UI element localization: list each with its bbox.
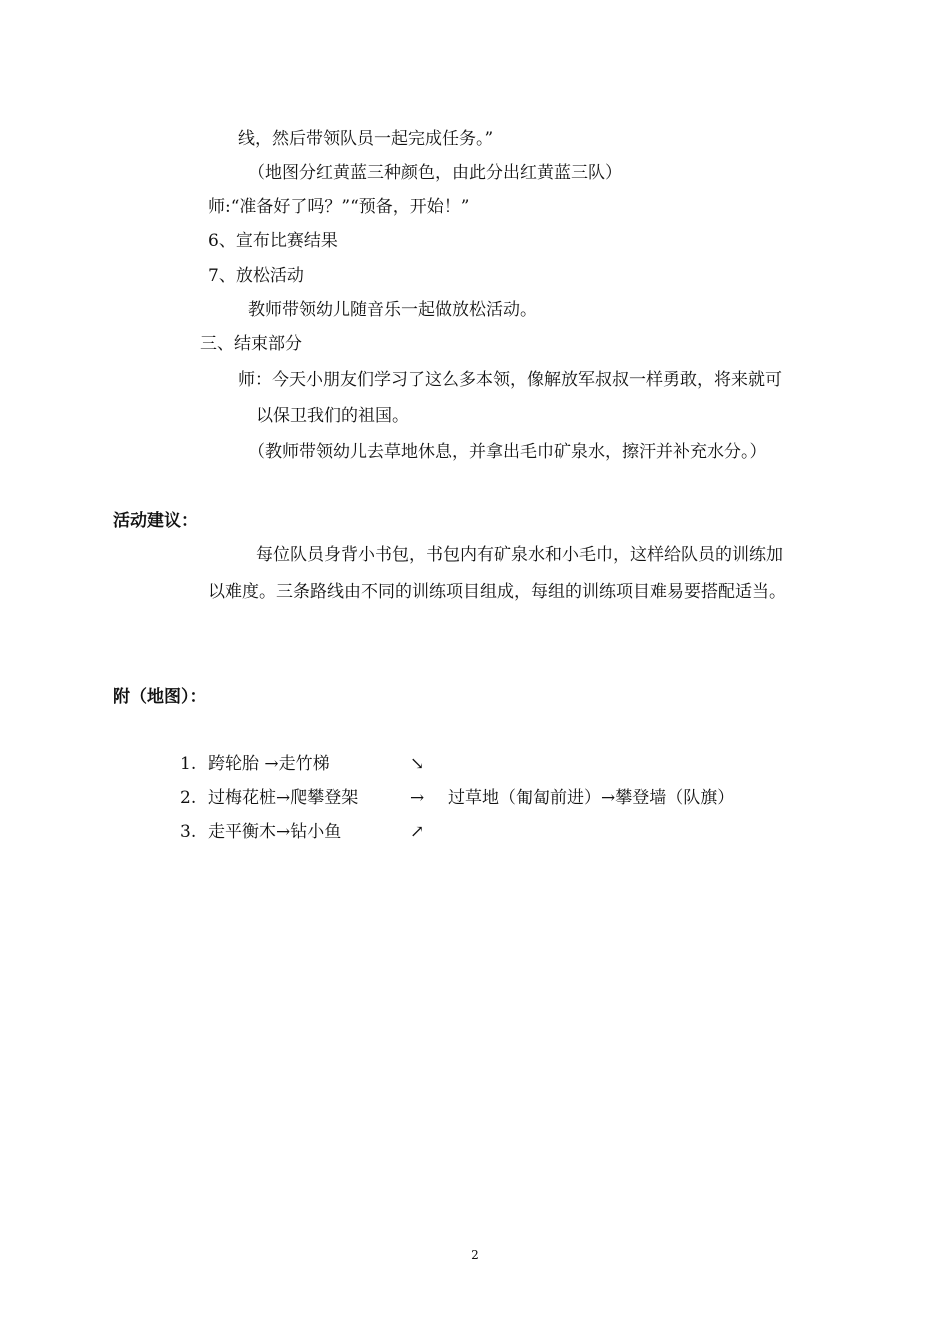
section-heading-end: 三、结束部分 [200,334,302,354]
body-line-2: （地图分红黄蓝三种颜色，由此分出红黄蓝三队） [248,163,622,183]
arrow-down-right-icon: ↘ [410,754,425,774]
body-line-1: 线，然后带领队员一起完成任务。” [238,129,494,149]
route-number: 1. [180,754,197,774]
body-line-3: 师:“准备好了吗？”“预备，开始！” [208,197,470,217]
body-line-5: 7、放松活动 [208,266,304,286]
page-number: 2 [471,1248,479,1262]
suggestion-heading: 活动建议： [113,511,198,531]
route-number: 3. [180,822,197,842]
route-1 [0,752,950,776]
suggestion-para-line-2: 以难度。三条路线由不同的训练项目组成，每组的训练项目难易要搭配适当。 [208,582,786,602]
body-line-4: 6、宣布比赛结果 [208,231,338,251]
route-text: 走平衡木→钻小鱼 [208,822,342,842]
route-text: 跨轮胎 →走竹梯 [208,754,330,774]
appendix-heading: 附（地图）： [113,687,207,707]
body-line-8: 师：今天小朋友们学习了这么多本领，像解放军叔叔一样勇敢，将来就可 [238,370,782,390]
arrow-right-icon: → [410,788,425,808]
route-tail-text: 过草地（匍匐前进）→攀登墙（队旗） [448,788,735,808]
route-3 [0,820,950,844]
route-text: 过梅花桩→爬攀登架 [208,788,359,808]
route-2 [0,786,950,810]
body-line-6: 教师带领幼儿随音乐一起做放松活动。 [248,300,537,320]
body-line-10: （教师带领幼儿去草地休息，并拿出毛巾矿泉水，擦汗并补充水分。） [248,442,767,462]
body-line-9: 以保卫我们的祖国。 [256,406,409,426]
arrow-up-right-icon: ↗ [410,822,425,842]
route-number: 2. [180,788,197,808]
suggestion-para-line-1: 每位队员身背小书包，书包内有矿泉水和小毛巾，这样给队员的训练加 [256,545,783,565]
